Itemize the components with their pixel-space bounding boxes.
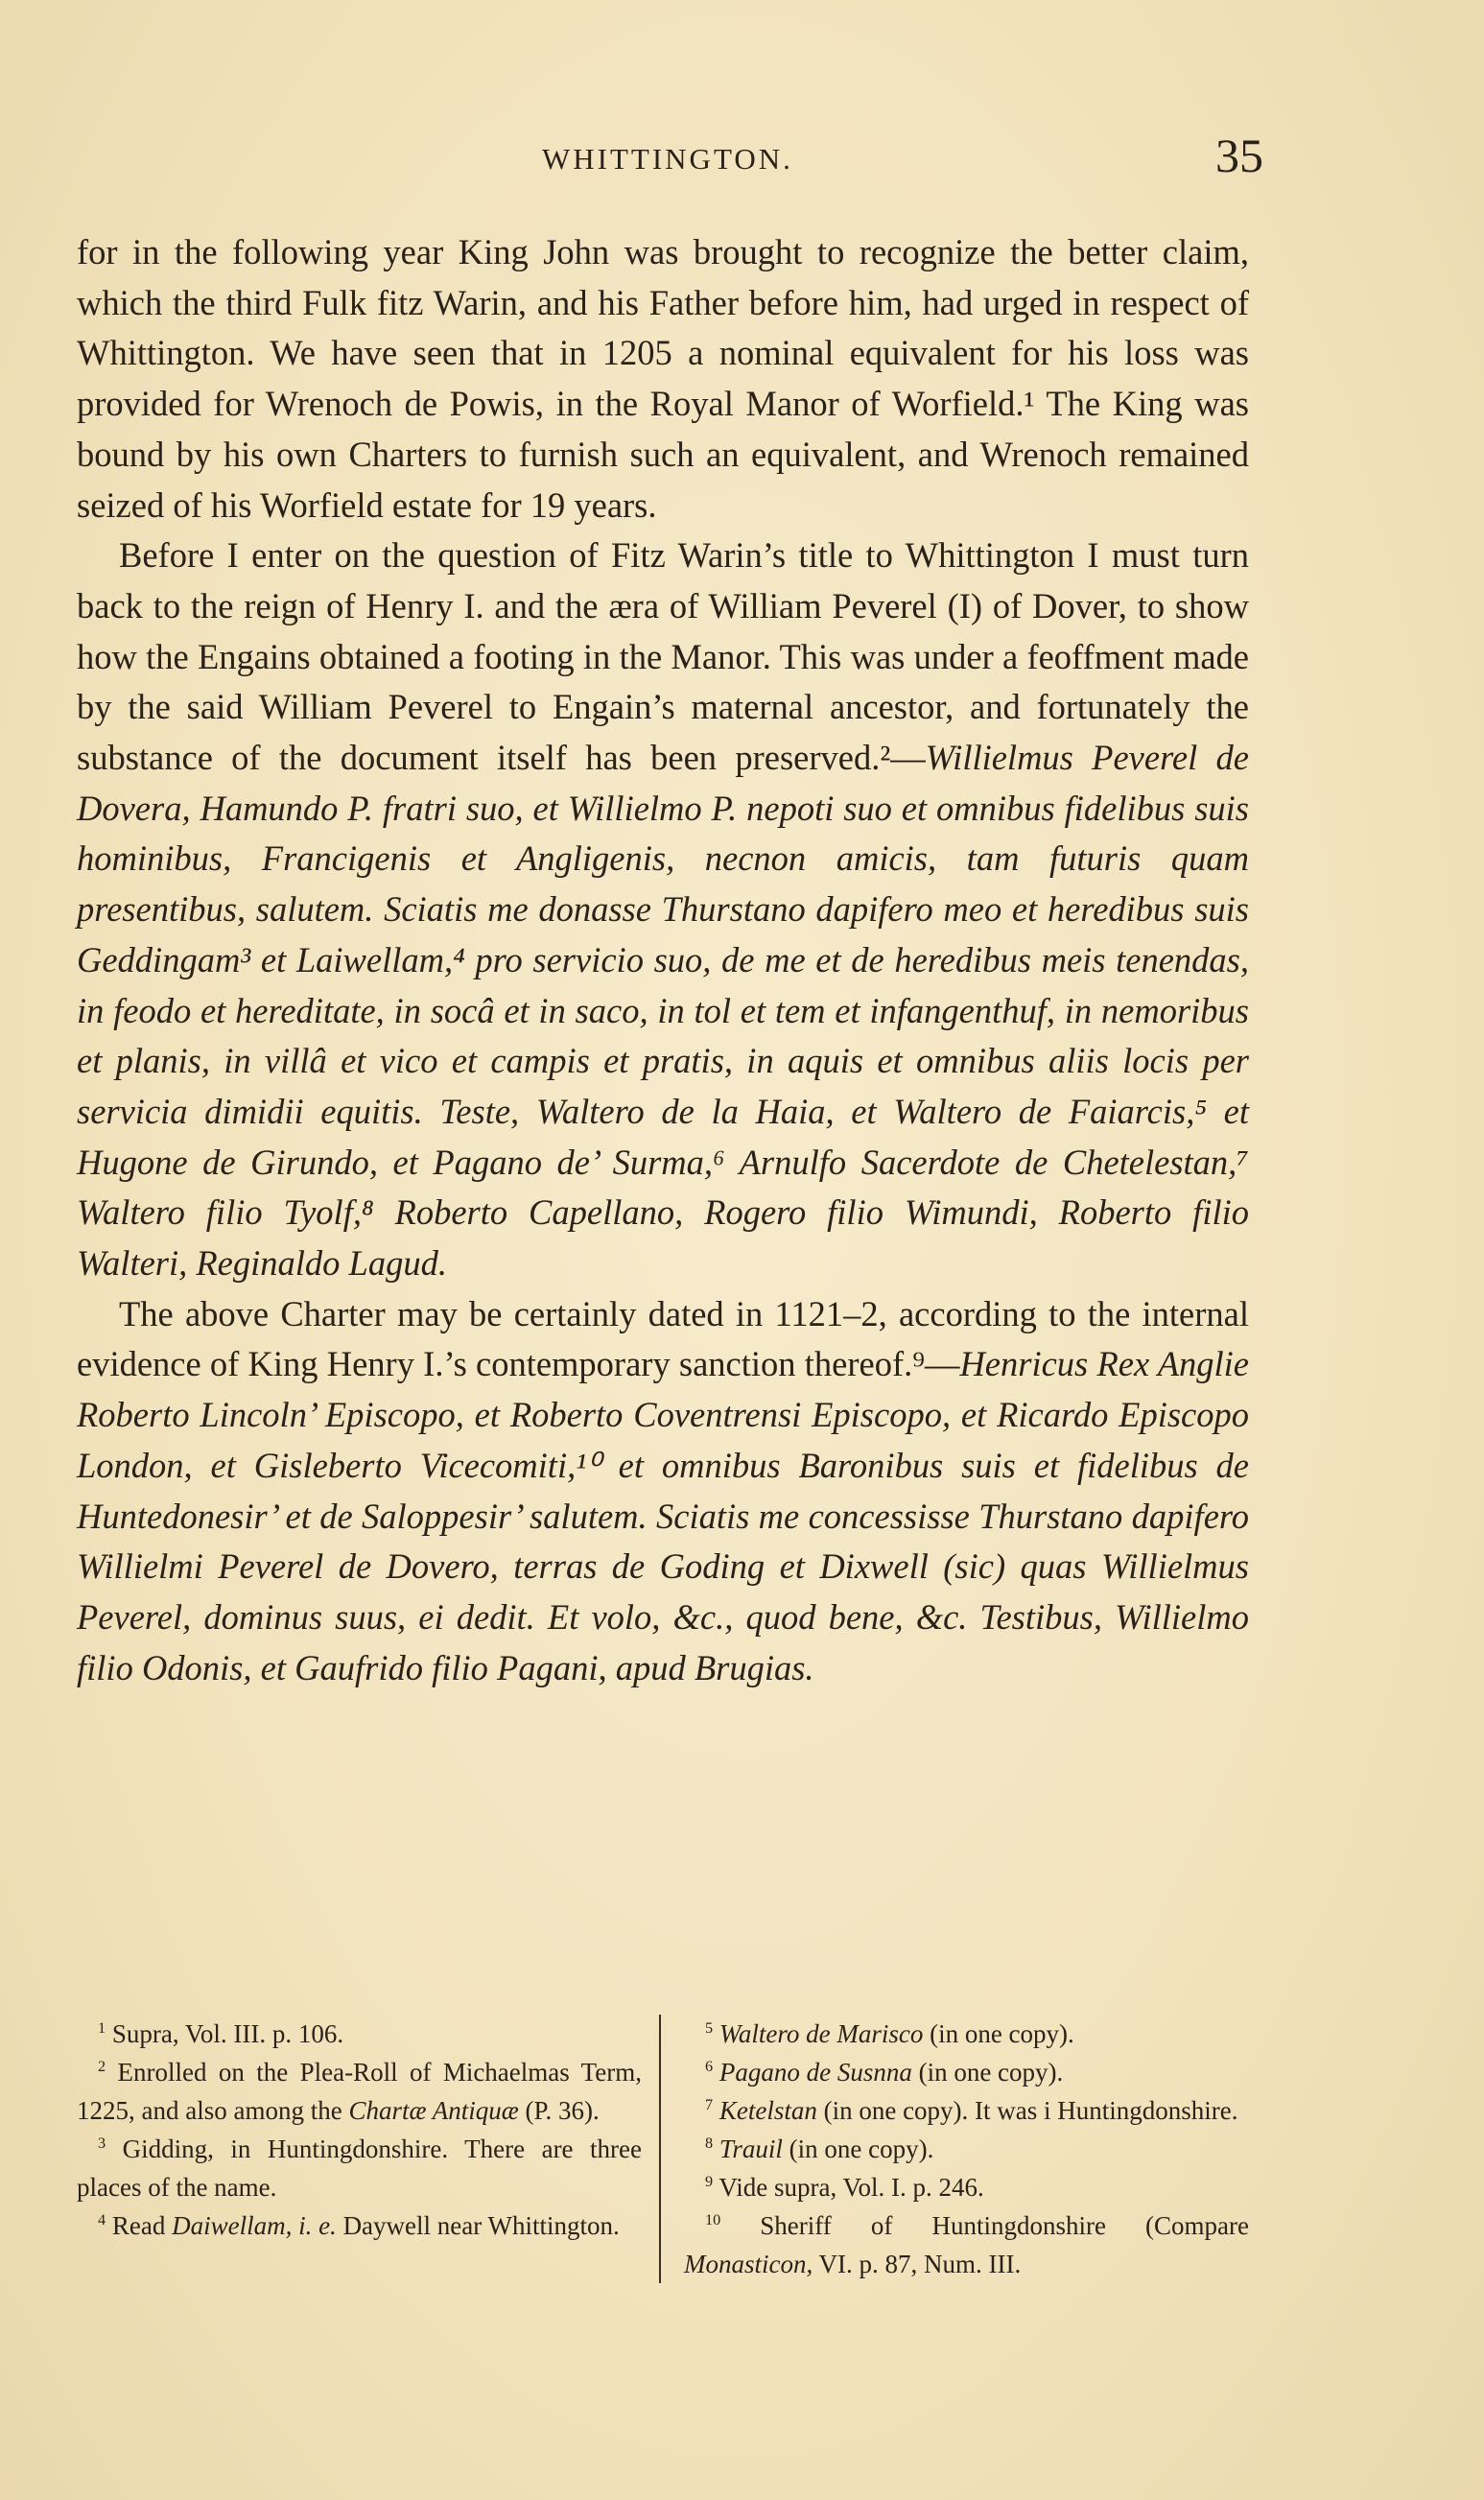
peverel-charter-text: Willielmus Peverel de Dovera, Hamundo P. fratri suo, et Willielmo P. nepoti suo et omnibus fidelibus suis hominibus, Francigenis et Angligenis, necnon amicis, tam futuris quam presentibus, salutem. Sciatis me donasse Thurstano dapifero meo et heredibus suis Geddingam³ et Laiwellam,⁴ pro servicio suo, de me et de heredibus meis tenendas, in feodo et hereditate, in socâ et in saco, in tol et tem et infangenthuf, in nemoribus et planis, in villâ et vico et campis et pratis, in aquis et omnibus aliis locis per servicia dimidii equitis. Teste, Waltero de la Haia, et Waltero de Faiarcis,⁵ et Hugone de Girundo, et Pagano de’ Surma,⁶ Arnulfo Sacerdote de Chetelestan,⁷ Waltero filio Tyolf,⁸ Roberto Capellano, Rogero filio Wimundi, Roberto filio Walteri, Reginaldo Lagud. — [77, 738, 1249, 1284]
henry-charter-text: Henricus Rex Anglie Roberto Lincoln’ Episcopo, et Roberto Coventrensi Episcopo, et Ricardo Episcopo London, et Gisleberto Vicecomiti,¹⁰ et omnibus Baronibus suis et fidelibus de Huntedonesir’ et de Saloppesir’ salutem. Sciatis me concessisse Thurstano dapifero Willielmi Peverel de Dovero, terras de Goding et Dixwell (sic) quas Willielmus Peverel, dominus suus, ei dedit. Et volo, &c., quod bene, &c. Testibus, Willielmo filio Odonis, et Gaufrido filio Pagani, apud Brugias. — [77, 1344, 1250, 1687]
paragraph-1: for in the following year King John was brought to recognize the better claim, which the third Fulk fitz Warin, and his Father before him, had urged in respect of Whittington. We have seen that in 1205 a nominal equivalent for his loss was provided for Wrenoch de Powis, in the Royal Manor of Worfield.¹ The King was bound by his own Charters to furnish such an equivalent, and Wrenoch remained seized of his Worfield estate for 19 years. — [77, 232, 1249, 525]
footnote: $^1$ Supra, Vol. III. p. 106. — [98, 2019, 344, 2048]
paragraph-3-intro: The above Charter may be certainly dated in 1121–2, according to the internal evidence of King Henry I.’s contemporary sanction thereof.⁹— — [77, 1293, 1249, 1384]
footnote: $^7$ Ketelstan (in one copy). It was i Huntingdonshire. — [705, 2096, 1238, 2125]
footnote: $^3$ Gidding, in Huntingdonshire. There are three places of the name. — [77, 2134, 643, 2202]
main-text — [77, 227, 1249, 1693]
footnote: $^{10}$ Sheriff of Huntingdonshire (Compare Monasticon, VI. p. 87, Num. III. — [684, 2211, 1249, 2278]
page-number: 35 — [1215, 129, 1263, 182]
footnote: $^5$ Waltero de Marisco (in one copy). — [705, 2019, 1074, 2048]
running-head: WHITTINGTON. — [542, 142, 793, 176]
paragraph-2 — [77, 531, 1249, 1289]
footnote: $^6$ Pagano de Susnna (in one copy). — [705, 2058, 1064, 2087]
footnotes-right-column — [661, 2015, 1249, 2283]
footnote: $^9$ Vide supra, Vol. I. p. 246. — [705, 2173, 984, 2202]
footnote: $^4$ Read Daiwellam, i. e. Daywell near Whittington. — [98, 2211, 620, 2240]
footnote: $^2$ Enrolled on the Plea-Roll of Michaelmas Term, 1225, and also among the Chartæ Antiquæ (P. 36). — [77, 2058, 642, 2125]
page-header — [77, 129, 1263, 190]
footnote: $^8$ Trauil (in one copy). — [705, 2134, 934, 2163]
footnotes-left-column — [77, 2015, 661, 2283]
footnotes — [77, 2015, 1249, 2283]
paragraph-2-intro: Before I enter on the question of Fitz Warin’s title to Whittington I must turn back to the reign of Henry I. and the æra of William Peverel (I) of Dover, to show how the Engains obtained a footing in the Manor. This was under a feoffment made by the said William Peverel to Engain’s maternal ancestor, and fortunately the substance of the document itself has been preserved.²— — [77, 535, 1249, 778]
paragraph-3 — [77, 1289, 1249, 1694]
